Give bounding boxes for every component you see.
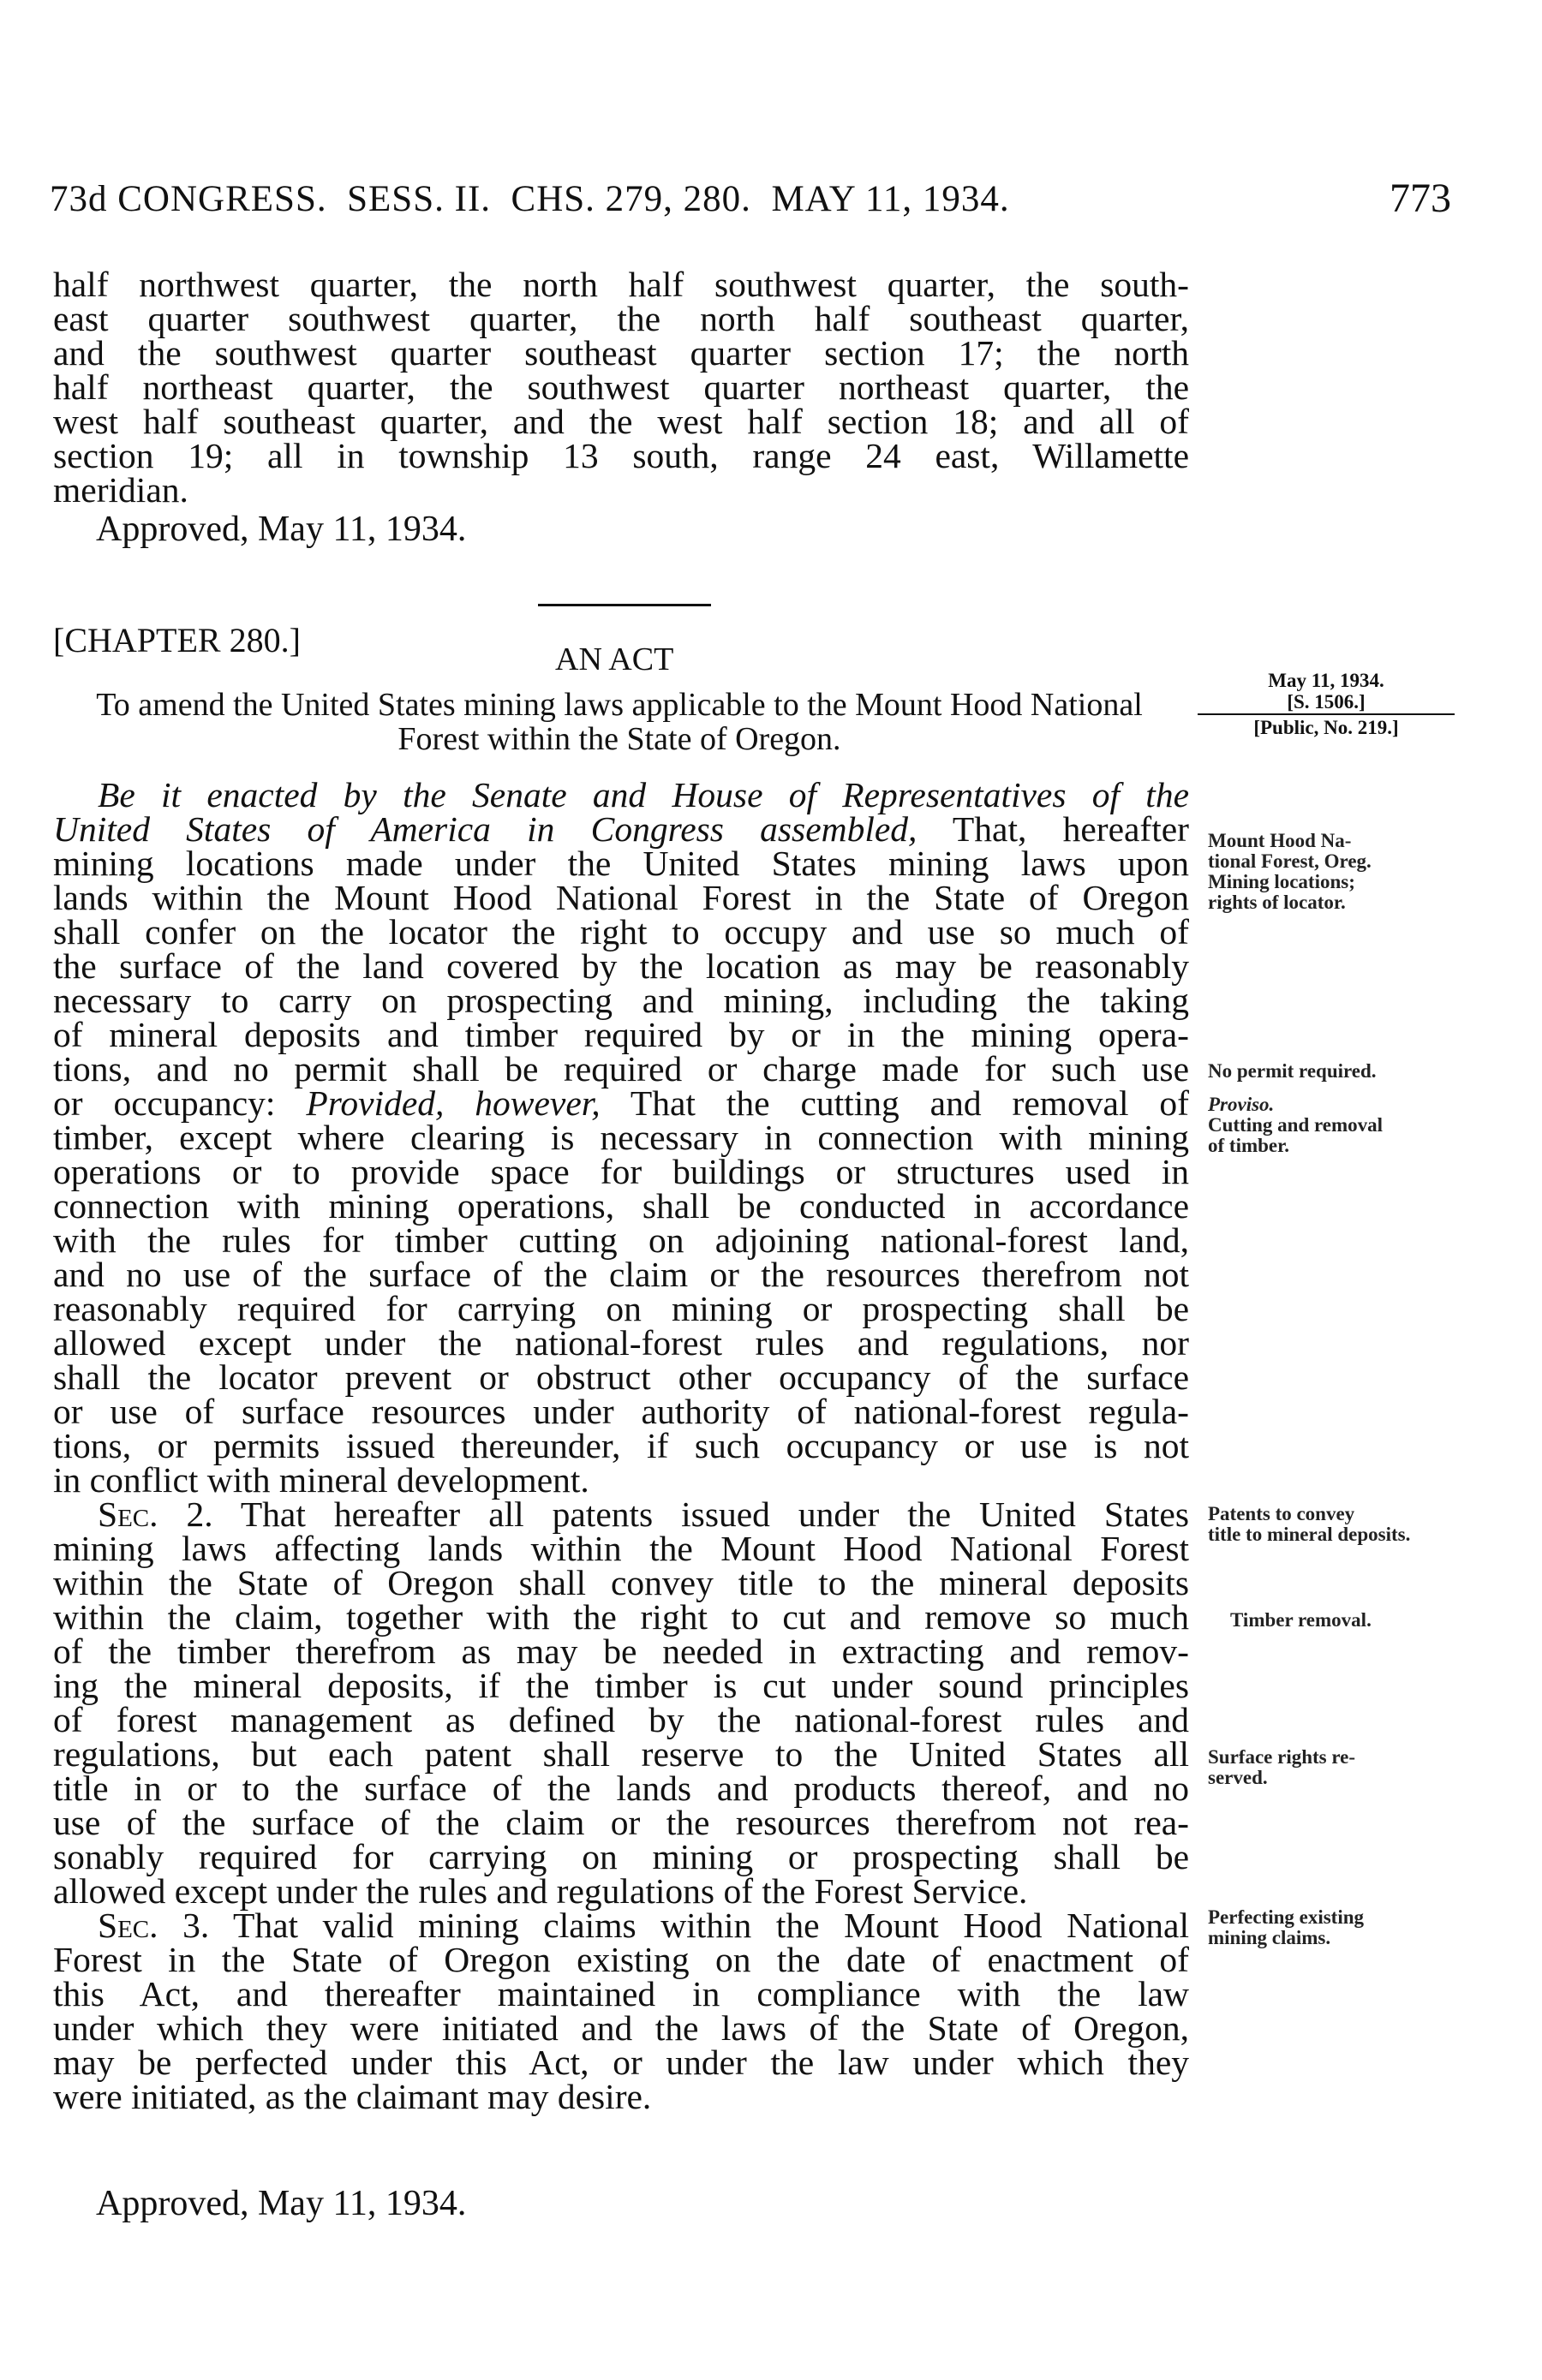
- margin-text: mining claims.: [1208, 1927, 1331, 1948]
- text-line: half northwest quarter, the north half southwest quarter, the south-: [53, 265, 1189, 304]
- continuation-paragraph: [53, 265, 1189, 510]
- text-line: mining locations made under the United States mining laws upon: [53, 844, 1189, 883]
- header-date: MAY 11, 1934.: [771, 179, 1010, 219]
- text-line: operations or to provide space for buildings or structures used in: [53, 1152, 1189, 1191]
- text-line: section 19; all in township 13 south, range 24 east, Willamette: [53, 436, 1189, 475]
- text-line: sonably required for carrying on mining or prospecting shall be: [53, 1837, 1189, 1876]
- enacting-rest: That, hereafter: [917, 809, 1190, 849]
- chapter-label: [CHAPTER 280.]: [53, 621, 301, 659]
- purpose-line: To amend the United States mining laws applicable to the Mount Hood National: [96, 687, 1143, 723]
- act-purpose: [50, 688, 1189, 756]
- approved-line-1: Approved, May 11, 1934.: [96, 510, 467, 549]
- margin-text: Surface rights re-: [1208, 1746, 1356, 1768]
- proviso-italic: Provided, however,: [306, 1083, 601, 1123]
- page-number: 773: [1390, 176, 1451, 221]
- text-line: mining laws affecting lands within the Mount Hood National Forest: [53, 1529, 1189, 1568]
- page-header: [50, 178, 1451, 233]
- proviso-start: or occupancy:: [53, 1083, 307, 1123]
- text-line: of mineral deposits and timber required by or in the mining opera-: [53, 1015, 1189, 1054]
- margin-note-perfecting: [1208, 1907, 1491, 1948]
- text-line: timber, except where clearing is necessary in connection with mining: [53, 1118, 1189, 1157]
- text-line: allowed except under the rules and regulations of the Forest Service.: [53, 1871, 1028, 1911]
- text-line: meridian.: [53, 470, 188, 510]
- text-line: use of the surface of the claim or the resources therefrom not rea-: [53, 1803, 1189, 1842]
- margin-text: served.: [1208, 1767, 1268, 1788]
- margin-text: Cutting and removal: [1208, 1114, 1384, 1136]
- margin-text: Perfecting existing: [1208, 1906, 1365, 1928]
- text-line: and no use of the surface of the claim or the resources therefrom not: [53, 1255, 1189, 1294]
- text-line: under which they were initiated and the laws of the State of Oregon,: [53, 2008, 1189, 2048]
- text-line: may be perfected under this Act, or under the law under which they: [53, 2043, 1189, 2082]
- divider-rule: [538, 604, 711, 606]
- header-chapters: CHS. 279, 280.: [511, 179, 751, 219]
- header-session: SESS. II.: [347, 179, 492, 219]
- text-line: half northeast quarter, the southwest quarter northeast quarter, the: [53, 367, 1189, 407]
- enacting-italic: United States of America in Congress assembled,: [53, 809, 917, 849]
- text-line: of forest management as defined by the national-forest rules and: [53, 1700, 1189, 1739]
- margin-text: of timber.: [1208, 1135, 1289, 1156]
- proviso-line: [53, 1083, 1190, 1123]
- section-2-first-line: [53, 1494, 1189, 1534]
- act-title: AN ACT: [555, 641, 674, 677]
- text-line: connection with mining operations, shall be conducted in accordance: [53, 1186, 1189, 1226]
- header-citation: [50, 178, 1010, 220]
- margin-note-surface: [1208, 1747, 1491, 1788]
- margin-text: rights of locator.: [1208, 892, 1346, 913]
- margin-text: Proviso.: [1208, 1094, 1275, 1115]
- text-line: with the rules for timber cutting on adjoining national-forest land,: [53, 1220, 1189, 1260]
- margin-note-timber: Timber removal.: [1230, 1609, 1372, 1631]
- text-line: necessary to carry on prospecting and mining, including the taking: [53, 981, 1189, 1020]
- section-2-label: Sec. 2.: [98, 1494, 213, 1534]
- text-line: tions, or permits issued thereunder, if such occupancy or use is not: [53, 1426, 1189, 1465]
- text-line: within the claim, together with the right to cut and remove so much: [53, 1597, 1189, 1637]
- margin-text: tional Forest, Oreg.: [1208, 850, 1372, 872]
- text-line: ing the mineral deposits, if the timber is cut under sound principles: [53, 1666, 1189, 1705]
- margin-note-patents: [1208, 1504, 1491, 1545]
- text-line: shall confer on the locator the right to occupy and use so much of: [53, 912, 1189, 951]
- margin-text: title to mineral deposits.: [1208, 1524, 1411, 1545]
- text-line: and the southwest quarter southeast quarter section 17; the north: [53, 333, 1189, 373]
- bill-number: [S. 1506.]: [1287, 691, 1366, 713]
- approved-line-2: Approved, May 11, 1934.: [96, 2184, 467, 2223]
- text-line: within the State of Oregon shall convey title to the mineral deposits: [53, 1563, 1189, 1602]
- text-line: of the timber therefrom as may be needed in extracting and remov-: [53, 1631, 1189, 1671]
- bill-rule: [1198, 713, 1455, 715]
- margin-text: Mount Hood Na-: [1208, 830, 1352, 851]
- text-line: or use of surface resources under authority of national-forest regula-: [53, 1392, 1189, 1431]
- text-line: in conflict with mineral development.: [53, 1460, 589, 1500]
- text-line: shall the locator prevent or obstruct other occupancy of the surface: [53, 1357, 1189, 1397]
- text-line: were initiated, as the claimant may desire.: [53, 2077, 652, 2116]
- text-line: regulations, but each patent shall reserve to the United States all: [53, 1734, 1189, 1774]
- text-line: allowed except under the national-forest rules and regulations, nor: [53, 1323, 1189, 1363]
- text-line: this Act, and thereafter maintained in compliance with the law: [53, 1974, 1189, 2013]
- enacting-line: Be it enacted by the Senate and House of Representatives of the: [98, 775, 1189, 814]
- section-3-label: Sec. 3.: [98, 1906, 210, 1945]
- text-line: the surface of the land covered by the location as may be reasonably: [53, 946, 1189, 986]
- section-1: [53, 775, 1190, 2116]
- margin-note-proviso: [1208, 1095, 1491, 1156]
- text-line: tions, and no permit shall be required or charge made for such use: [53, 1049, 1189, 1089]
- text-line: west half southeast quarter, and the west half section 18; and all of: [53, 402, 1189, 441]
- bill-date: May 11, 1934.: [1268, 670, 1384, 691]
- enacting-line-2: [53, 809, 1190, 849]
- purpose-line: Forest within the State of Oregon.: [397, 721, 841, 757]
- section-3-first-line: [53, 1906, 1189, 1945]
- text-line: lands within the Mount Hood National Forest in the State of Oregon: [53, 878, 1189, 917]
- section-3-first-rest: That valid mining claims within the Mount Hood National: [209, 1906, 1189, 1945]
- text-line: Forest in the State of Oregon existing on the date of enactment of: [53, 1940, 1189, 1979]
- margin-text: Mining locations;: [1208, 871, 1355, 892]
- header-congress: 73d CONGRESS.: [50, 179, 327, 219]
- bill-info: [1198, 670, 1455, 738]
- text-line: east quarter southwest quarter, the north half southeast quarter,: [53, 299, 1189, 338]
- text-line: title in or to the surface of the lands and products thereof, and no: [53, 1769, 1189, 1808]
- text-line: reasonably required for carrying on mining or prospecting shall be: [53, 1289, 1189, 1328]
- margin-text: Patents to convey: [1208, 1503, 1355, 1524]
- section-2-first-rest: That hereafter all patents issued under the United States: [212, 1494, 1189, 1534]
- margin-note-no-permit: No permit required.: [1208, 1060, 1377, 1082]
- proviso-rest: That the cutting and removal of: [600, 1083, 1190, 1123]
- margin-note-mount-hood: [1208, 831, 1491, 913]
- bill-public: [Public, No. 219.]: [1253, 717, 1399, 738]
